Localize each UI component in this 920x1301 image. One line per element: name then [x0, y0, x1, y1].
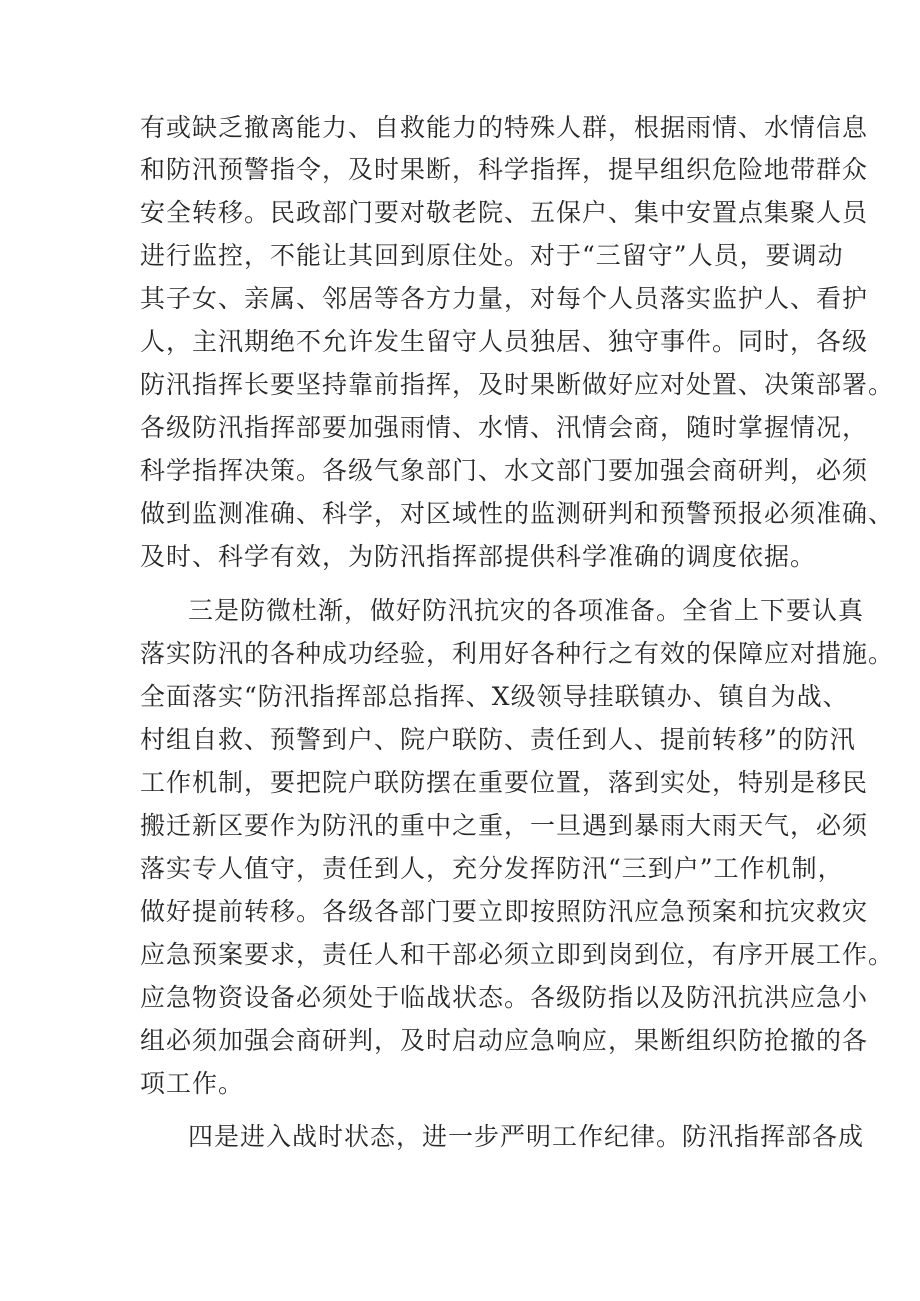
- body-text-line: 有或缺乏撤离能力、自救能力的特殊人群，根据雨情、水情信息: [140, 113, 869, 142]
- body-text-line: 落实防汛的各种成功经验，利用好各种行之有效的保障应对措施。: [140, 639, 895, 668]
- body-text-line: 及时、科学有效，为防汛指挥部提供科学准确的调度依据。: [140, 542, 817, 571]
- body-text-line: 村组自救、预警到户、院户联防、责任到人、提前转移”的防汛: [140, 725, 856, 754]
- body-text-line: 做到监测准确、科学，对区域性的监测研判和预警预报必须准确、: [140, 499, 895, 528]
- paragraph-heading-line: 三是防微杜渐，做好防汛抗灾的各项准备。全省上下要认真: [188, 596, 865, 625]
- body-text-line: 全面落实“防汛指挥部总指挥、X级领导挂联镇办、镇自为战、: [140, 682, 849, 711]
- body-text-line: 安全转移。民政部门要对敬老院、五保户、集中安置点集聚人员: [140, 198, 869, 227]
- body-text-line: 防汛指挥长要坚持靠前指挥，及时果断做好应对处置、决策部署。: [140, 370, 895, 399]
- body-text-line: 工作机制，要把院户联防摆在重要位置，落到实处，特别是移民: [140, 768, 869, 797]
- body-text-line: 各级防汛指挥部要加强雨情、水情、汛情会商，随时掌握情况，: [140, 413, 869, 442]
- body-text-line: 落实专人值守，责任到人，充分发挥防汛“三到户”工作机制，: [140, 854, 844, 883]
- body-text-line: 项工作。: [140, 1069, 245, 1098]
- body-text-line: 做好提前转移。各级各部门要立即按照防汛应急预案和抗灾救灾: [140, 897, 869, 926]
- body-text-line: 组必须加强会商研判，及时启动应急响应，果断组织防抢撤的各: [140, 1026, 869, 1055]
- body-text-line: 进行监控，不能让其回到原住处。对于“三留守”人员，要调动: [140, 241, 844, 270]
- body-text-line: 科学指挥决策。各级气象部门、水文部门要加强会商研判，必须: [140, 456, 869, 485]
- body-text-line: 其子女、亲属、邻居等各方力量，对每个人员落实监护人、看护: [140, 284, 869, 313]
- paragraph-heading-line: 四是进入战时状态，进一步严明工作纪律。防汛指挥部各成: [188, 1122, 865, 1151]
- body-text-line: 搬迁新区要作为防汛的重中之重，一旦遇到暴雨大雨天气，必须: [140, 811, 869, 840]
- body-text-line: 应急预案要求，责任人和干部必须立即到岗到位，有序开展工作。: [140, 940, 895, 969]
- body-text-line: 应急物资设备必须处于临战状态。各级防指以及防汛抗洪应急小: [140, 983, 869, 1012]
- body-text-line: 人，主汛期绝不允许发生留守人员独居、独守事件。同时，各级: [140, 327, 869, 356]
- body-text-line: 和防汛预警指令，及时果断，科学指挥，提早组织危险地带群众: [140, 155, 869, 184]
